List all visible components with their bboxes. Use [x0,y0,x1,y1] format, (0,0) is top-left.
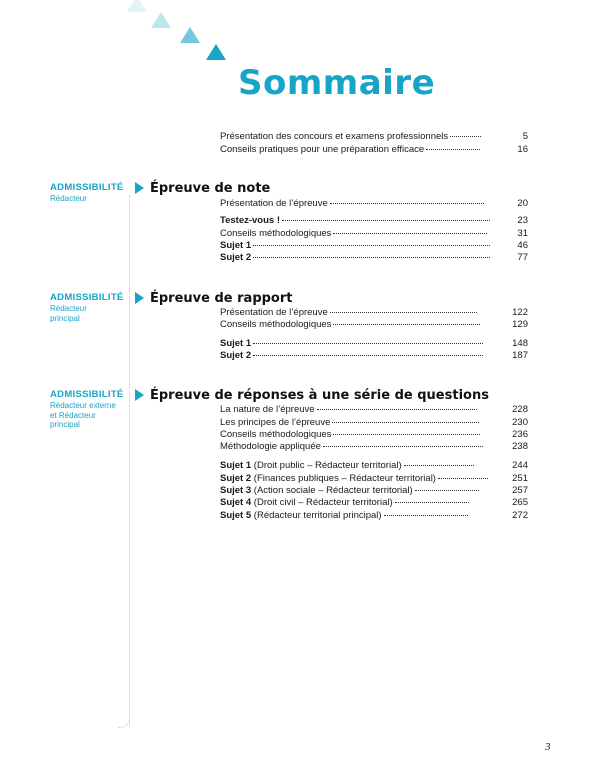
dot-leader [323,446,483,447]
toc-entry-page: 230 [512,417,528,428]
toc-entry[interactable] [220,441,528,453]
page-title: Sommaire [238,63,436,103]
dot-leader [384,515,468,516]
toc-entry-label: (Finances publiques – Rédacteur territorial) [251,473,436,484]
admissibility-sublabel: Rédacteur externe et Rédacteur principal [50,401,116,429]
toc-entry-label: (Action sociale – Rédacteur territorial) [251,485,413,496]
toc-entry[interactable] [220,473,528,485]
toc-entry-page: 129 [512,319,528,330]
toc-entry-page: 148 [512,338,528,349]
section-admissibility-label [50,389,130,430]
toc-entry-label: Les principes de l’épreuve [220,417,331,428]
admissibility-sublabel: Rédacteur [50,194,87,203]
play-arrow-icon [135,182,144,194]
toc-entry-label: Conseils méthodologiques [220,429,332,440]
decorative-triangle-icon [151,12,171,28]
toc-entry-label: Conseils pratiques pour une préparation efficace [220,144,425,155]
section-title: Épreuve de note [150,180,271,196]
decorative-triangle-icon [127,0,147,12]
toc-entry-label: Présentation des concours et examens professionnels [220,131,449,142]
toc-entry-label: Méthodologie appliquée [220,441,321,452]
toc-entry-page: 228 [512,404,528,415]
toc-entry-label: (Droit public – Rédacteur territorial) [251,460,402,471]
toc-entry-bold: Sujet 5 [220,510,252,521]
toc-entry-page: 187 [512,350,528,361]
toc-entry-label: (Rédacteur territorial principal) [251,510,382,521]
toc-entry-bold: Sujet 2 [220,473,252,484]
section-heading[interactable] [135,180,270,196]
toc-entry-bold: Sujet 1 [220,338,252,349]
toc-entry[interactable] [220,131,528,143]
toc-entry-page: 31 [517,228,528,239]
toc-entry-label: La nature de l’épreuve [220,404,315,415]
toc-entry-page: 251 [512,473,528,484]
section-admissibility-label [50,182,130,204]
toc-entry-page: 265 [512,497,528,508]
toc-entry[interactable] [220,485,528,497]
toc-entry[interactable] [220,215,528,227]
toc-entry[interactable] [220,198,528,210]
dot-leader [253,343,483,344]
toc-entry[interactable] [220,460,528,472]
decorative-triangle-icon [206,44,226,60]
page-number: 3 [545,741,551,753]
toc-entry[interactable] [220,240,528,252]
section-heading[interactable] [135,290,293,306]
toc-entry-page: 5 [522,131,528,142]
dot-leader [253,245,490,246]
dot-leader [450,136,481,137]
toc-entry-label: Présentation de l’épreuve [220,198,328,209]
play-arrow-icon [135,292,144,304]
dot-leader [330,203,484,204]
toc-entry[interactable] [220,144,528,156]
toc-entry-page: 257 [512,485,528,496]
toc-entry-page: 46 [517,240,528,251]
dot-leader [282,220,490,221]
toc-entry-page: 77 [517,252,528,263]
admissibility-label: ADMISSIBILITÉ [50,182,124,193]
toc-entry-page: 272 [512,510,528,521]
toc-entry-bold: Testez-vous ! [220,215,281,226]
toc-entry-bold: Sujet 1 [220,460,252,471]
toc-entry[interactable] [220,417,528,429]
dot-leader [330,312,477,313]
toc-entry-page: 238 [512,441,528,452]
toc-entry[interactable] [220,338,528,350]
admissibility-label: ADMISSIBILITÉ [50,292,124,303]
toc-entry[interactable] [220,350,528,362]
section-title: Épreuve de réponses à une série de questions [150,387,489,403]
dot-leader [332,422,479,423]
dot-leader [415,490,479,491]
toc-entry-bold: Sujet 4 [220,497,252,508]
dot-leader [253,257,490,258]
toc-entry[interactable] [220,497,528,509]
toc-entry[interactable] [220,510,528,522]
toc-entry[interactable] [220,252,528,264]
dot-leader [253,355,483,356]
dot-leader [395,502,469,503]
toc-entry-page: 23 [517,215,528,226]
dot-leader [333,324,480,325]
toc-entry-bold: Sujet 2 [220,252,252,263]
toc-entry[interactable] [220,404,528,416]
play-arrow-icon [135,389,144,401]
section-title: Épreuve de rapport [150,290,293,306]
decorative-triangle-icon [180,27,200,43]
toc-entry-page: 122 [512,307,528,318]
dot-leader [426,149,480,150]
dot-leader [404,465,474,466]
toc-entry[interactable] [220,307,528,319]
dot-leader [333,233,487,234]
toc-entry-bold: Sujet 3 [220,485,252,496]
toc-entry-page: 16 [517,144,528,155]
toc-entry[interactable] [220,319,528,331]
section-admissibility-label [50,292,130,323]
admissibility-label: ADMISSIBILITÉ [50,389,124,400]
toc-entry-bold: Sujet 1 [220,240,252,251]
dot-leader [317,409,477,410]
toc-entry-label: Présentation de l’épreuve [220,307,328,318]
dot-leader [333,434,480,435]
toc-entry-label: Conseils méthodologiques [220,228,332,239]
admissibility-sublabel: Rédacteur principal [50,304,87,323]
dot-leader [438,478,488,479]
toc-entry[interactable] [220,429,528,441]
toc-entry-label: Conseils méthodologiques [220,319,332,330]
section-heading[interactable] [135,387,489,403]
toc-entry-page: 20 [517,198,528,209]
side-divider [129,195,130,727]
toc-entry-bold: Sujet 2 [220,350,252,361]
toc-entry[interactable] [220,228,528,240]
toc-entry-label: (Droit civil – Rédacteur territorial) [251,497,393,508]
toc-entry-page: 236 [512,429,528,440]
toc-entry-page: 244 [512,460,528,471]
